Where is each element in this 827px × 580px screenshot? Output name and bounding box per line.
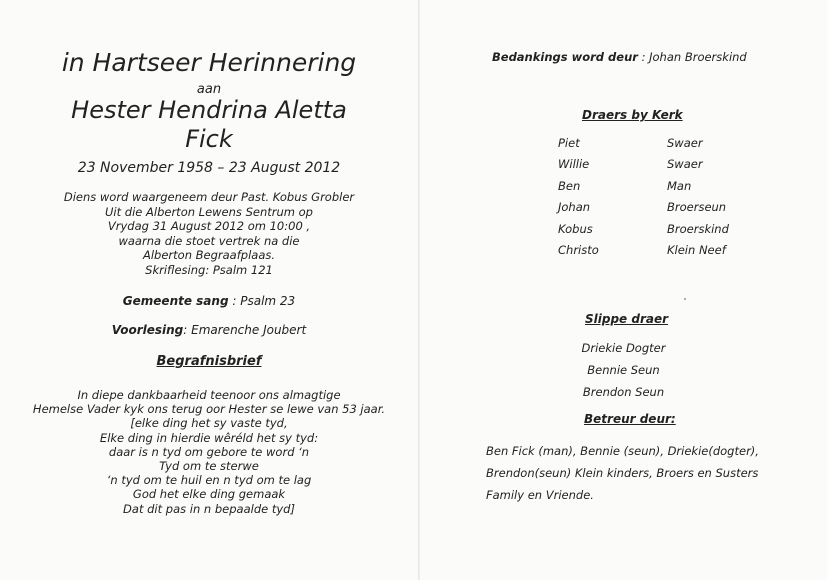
service-line: Skriflesing: Psalm 121 — [145, 262, 273, 277]
deceased-name-line2: Fick — [185, 125, 233, 153]
brief-line: Dat dit pas in n bepaalde tyd] — [123, 501, 295, 516]
deceased-name-line1: Hester Hendrina Aletta — [71, 96, 347, 124]
draer-name: Christo — [558, 243, 599, 257]
draer-relation: Swaer — [667, 136, 703, 150]
life-dates: 23 November 1958 – 23 August 2012 — [77, 160, 341, 176]
betreur-text — [486, 440, 759, 506]
brief-line: God het elke ding gemaak — [132, 487, 286, 502]
service-line: Vrydag 31 August 2012 om 10:00 , — [107, 219, 311, 233]
paper-speck — [684, 298, 686, 300]
brief-line: ‘n tyd om te huil en n tyd om te lag — [106, 473, 312, 488]
draer-name: Willie — [558, 157, 590, 171]
betreur-line: Ben Fick (man), Bennie (seun), Driekie(dogter), — [486, 444, 759, 458]
betreur-heading: Betreur deur: — [584, 412, 676, 426]
draer-relation: Man — [667, 179, 692, 193]
draer-relation: Broerseun — [667, 200, 727, 214]
voorlesing-value: : Emarenche Joubert — [183, 323, 307, 337]
service-line: Alberton Begraafplaas. — [142, 248, 276, 262]
betreur-line: Family en Vriende. — [486, 488, 594, 502]
gemeente-sang — [0, 294, 418, 308]
service-line: Diens word waargeneem deur Past. Kobus Grobler — [63, 190, 355, 204]
service-line: Uit die Alberton Lewens Sentrum op — [105, 204, 313, 219]
brief-line: In diepe dankbaarheid teenoor ons almagtige — [77, 388, 341, 402]
draer-relation: Broerskind — [667, 222, 729, 236]
draer-name: Ben — [558, 179, 581, 193]
brief-line: daar is n tyd om gebore te word ‘n — [108, 444, 310, 459]
right-page — [420, 0, 827, 580]
draer-relation: Klein Neef — [667, 243, 726, 257]
gemeente-value: : Psalm 23 — [232, 294, 296, 308]
slippe-draer-heading: Slippe draer — [585, 312, 669, 326]
begrafnisbrief-heading: Begrafnisbrief — [156, 354, 262, 369]
brief-line: [elke ding het sy vaste tyd, — [130, 416, 288, 431]
service-details — [0, 190, 418, 277]
slippe-draer-item: Bennie Seun — [587, 363, 660, 377]
begrafnisbrief-text — [0, 388, 418, 516]
service-line: waarna die stoet vertrek na die — [118, 233, 300, 248]
aan-text: aan — [196, 82, 222, 97]
brief-line: Elke ding in hierdie wêréld het sy tyd: — [99, 430, 319, 445]
bedankings-value: : Johan Broerskind — [641, 50, 747, 64]
slippe-draer-item: Driekie Dogter — [581, 341, 666, 355]
draers-heading: Draers by Kerk — [582, 108, 683, 122]
draer-name: Kobus — [558, 222, 593, 236]
gemeente-label: Gemeente sang — [122, 294, 229, 308]
draer-name: Johan — [558, 200, 591, 214]
voorlesing — [0, 323, 418, 337]
bedankings-label: Bedankings word deur — [492, 50, 638, 64]
betreur-line: Brendon(seun) Klein kinders, Broers en Susters — [486, 466, 759, 480]
slippe-draer-item: Brendon Seun — [582, 385, 665, 399]
draer-name: Piet — [558, 136, 580, 150]
bedankings — [492, 50, 747, 64]
brief-line: Hemelse Vader kyk ons terug oor Hester se lewe van 53 jaar. — [32, 402, 386, 417]
brief-line: Tyd om te sterwe — [159, 459, 259, 474]
draer-relation: Swaer — [667, 157, 703, 171]
memorial-title: in Hartseer Herinnering — [61, 48, 357, 77]
voorlesing-label: Voorlesing — [111, 323, 184, 337]
